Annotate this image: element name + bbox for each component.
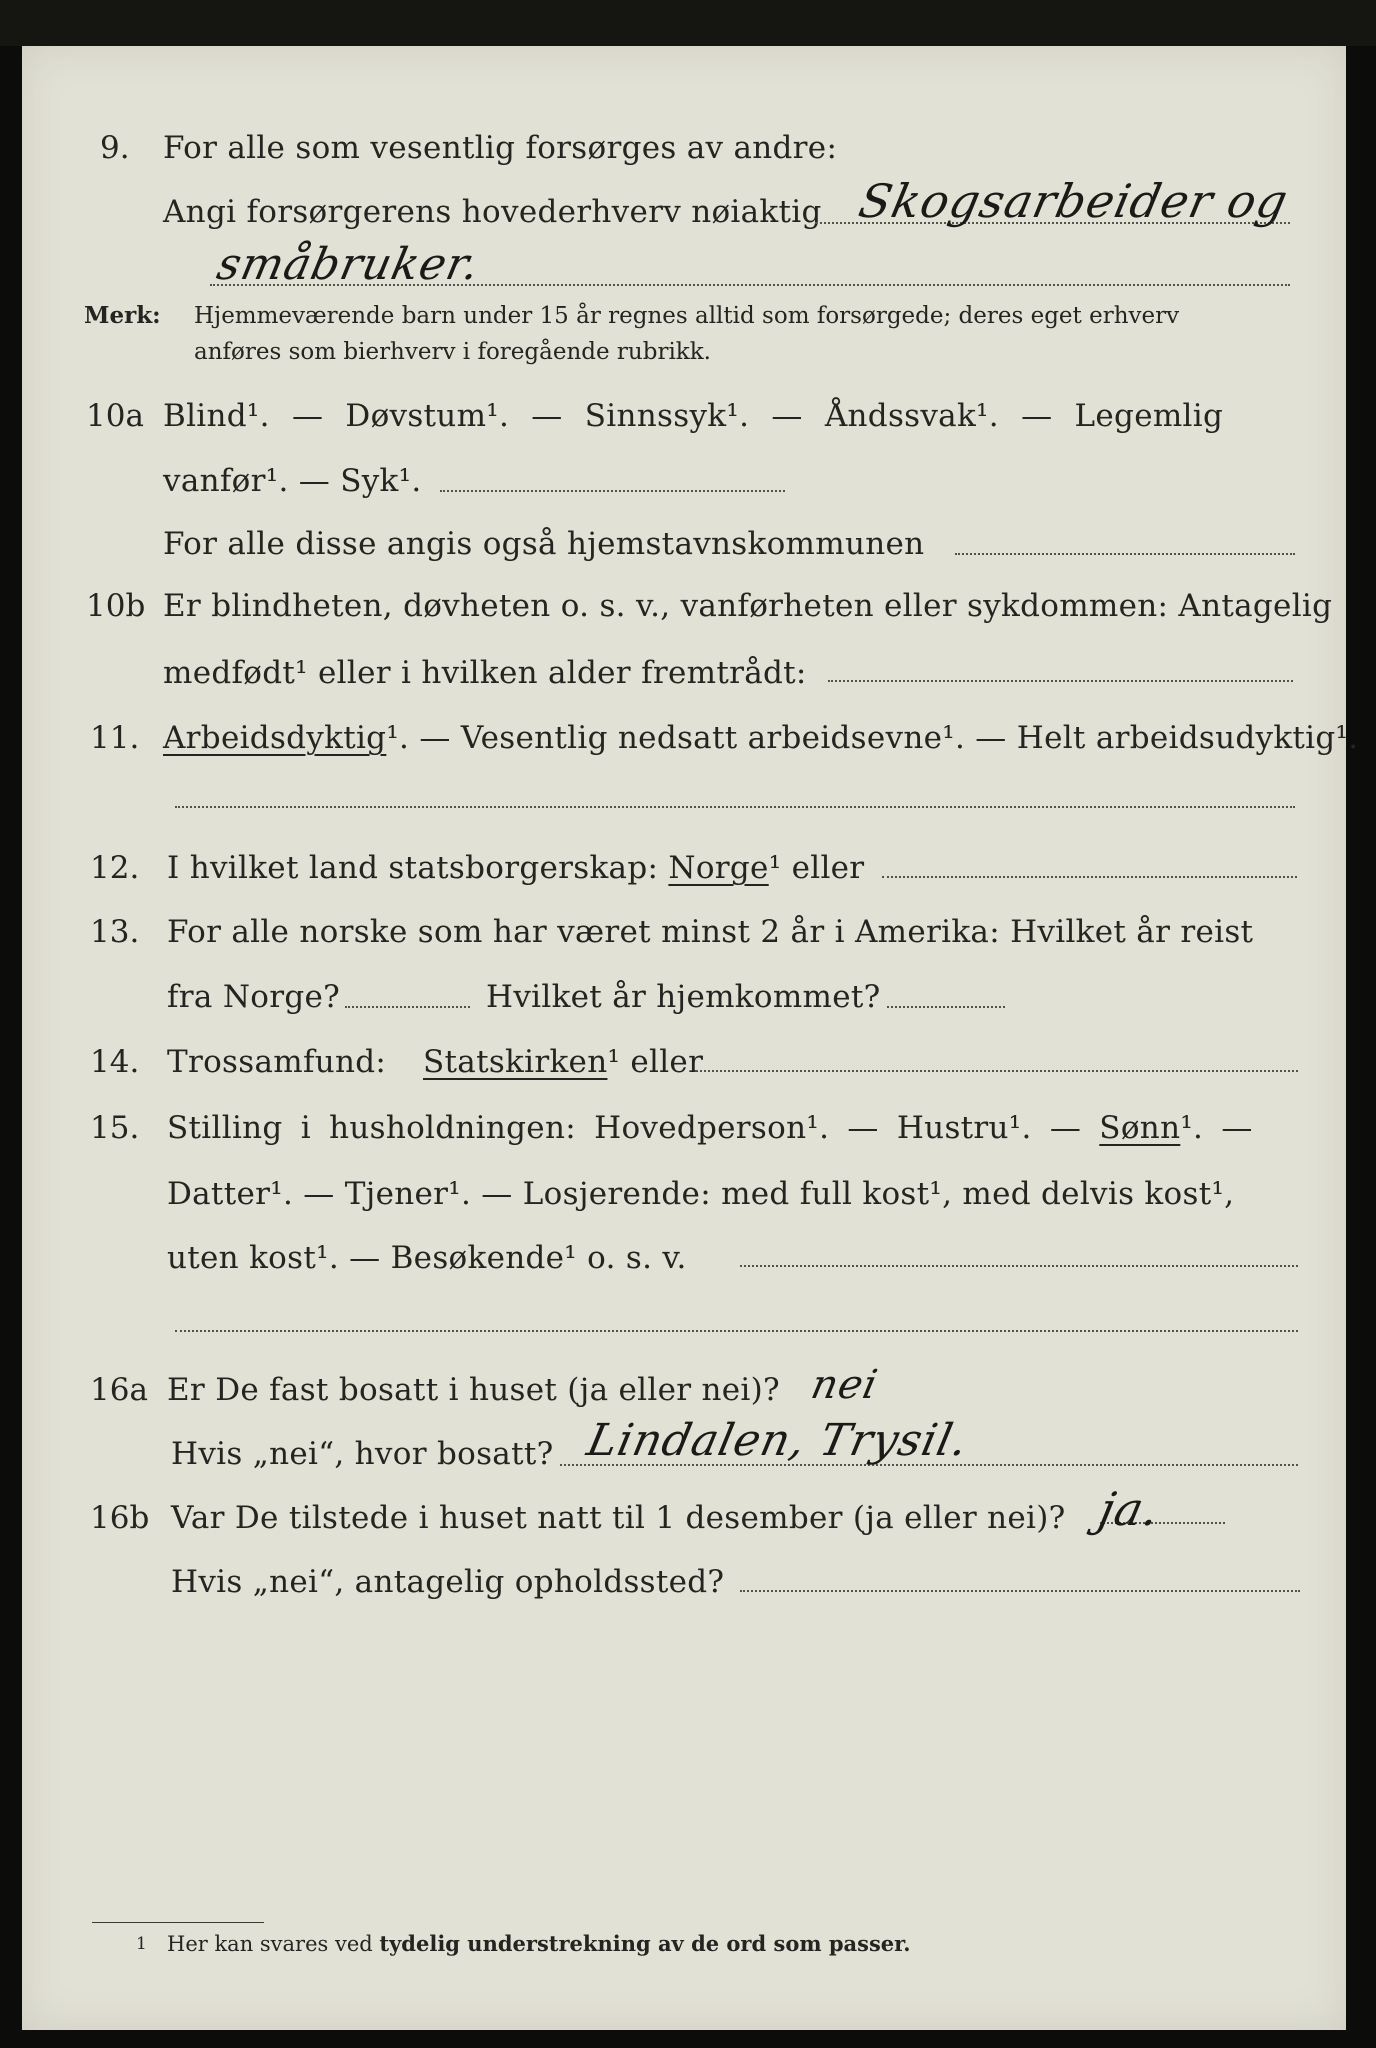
- q13-line2b: Hvilket år hjemkommet?: [486, 979, 881, 1015]
- q16a-number: 16a: [90, 1372, 148, 1408]
- q16a-handwritten-answer1: nei: [807, 1362, 883, 1408]
- q13-line1: For alle norske som har været minst 2 år i Amerika: Hvilket år reist: [167, 914, 1254, 950]
- q16b-number: 16b: [90, 1500, 150, 1536]
- q10a-kommune-line: [955, 553, 1295, 555]
- q15-line1b: ¹. —: [1180, 1110, 1253, 1146]
- q10a-syk-line: [440, 490, 785, 492]
- merk-line2: anføres som bierhverv i foregående rubrikk.: [194, 339, 711, 365]
- q10b-answer-line: [828, 680, 1293, 682]
- footnote-rule: [92, 1922, 264, 1923]
- merk-label: Merk:: [84, 302, 161, 329]
- q13-line2a: fra Norge?: [167, 979, 341, 1015]
- footnote-pre: Her kan svares ved: [167, 1932, 373, 1956]
- q15-number: 15.: [90, 1110, 140, 1146]
- q15-answer-line2: [175, 1330, 1298, 1332]
- q10a-line3: For alle disse angis også hjemstavnskommunen: [163, 526, 925, 562]
- q10b-line2: medfødt¹ eller i hvilken alder fremtrådt:: [163, 655, 807, 691]
- q10a-number: 10a: [86, 398, 144, 434]
- q15-option-sonn: Sønn: [1099, 1110, 1181, 1146]
- scan-border: [0, 0, 1376, 46]
- q11-option-arbeidsdyktig: Arbeidsdyktig: [163, 720, 387, 756]
- q14-number: 14.: [90, 1044, 140, 1080]
- q16b-opholdssted-line: [740, 1590, 1300, 1592]
- footnote-mark: 1: [136, 1934, 147, 1954]
- q14-text: [423, 1042, 703, 1082]
- q9-number: 9.: [100, 130, 130, 166]
- q9-handwritten-answer2: småbruker.: [212, 239, 485, 290]
- q15-line1: [167, 1108, 1253, 1148]
- q16a-line2: Hvis „nei“, hvor bosatt?: [171, 1436, 554, 1472]
- q11-number: 11.: [90, 720, 140, 756]
- q14-option-statskirken: Statskirken: [423, 1044, 608, 1080]
- q10b-line1: Er blindheten, døvheten o. s. v., vanførheten eller sykdommen: Antagelig: [163, 588, 1333, 624]
- q16b-line2: Hvis „nei“, antagelig opholdssted?: [171, 1564, 725, 1600]
- q14-pre: Trossamfund:: [167, 1044, 387, 1080]
- q15-line1a: Stilling i husholdningen: Hovedperson¹. — Hustru¹. —: [167, 1110, 1082, 1146]
- q14-answer-line: [695, 1070, 1298, 1072]
- q9-line2: Angi forsørgerens hovederhverv nøiaktig: [163, 194, 822, 230]
- footnote-bold: tydelig understrekning av de ord som passer.: [379, 1931, 911, 1956]
- q12-option-norge: Norge: [668, 850, 769, 886]
- q11-text: [163, 718, 1358, 758]
- q16a-handwritten-answer2: Lindalen, Trysil.: [582, 1415, 973, 1466]
- q12-number: 12.: [90, 850, 140, 886]
- q12-pre: I hvilket land statsborgerskap:: [167, 850, 659, 886]
- q10a-line2: vanfør¹. — Syk¹.: [163, 463, 422, 499]
- q10b-number: 10b: [86, 588, 146, 624]
- q12-answer-line: [882, 876, 1297, 878]
- q9-line1: For alle som vesentlig forsørges av andre:: [163, 130, 838, 166]
- q14-post: ¹ eller: [607, 1044, 704, 1080]
- q12-text: [167, 848, 864, 888]
- q10a-line1: Blind¹. — Døvstum¹. — Sinnssyk¹. — Åndssvak¹. — Legemlig: [163, 398, 1224, 434]
- q15-line2: Datter¹. — Tjener¹. — Losjerende: med full kost¹, med delvis kost¹,: [167, 1176, 1235, 1212]
- q9-handwritten-answer1: Skogsarbeider og: [854, 174, 1294, 228]
- q12-post: ¹ eller: [768, 850, 865, 886]
- q15-answer-line: [740, 1265, 1298, 1267]
- q13-hjem-line: [887, 1006, 1005, 1008]
- q16a-line1: Er De fast bosatt i huset (ja eller nei)?: [167, 1372, 780, 1408]
- q11-rest: ¹. — Vesentlig nedsatt arbeidsevne¹. — Helt arbeidsudyktig¹.: [386, 720, 1359, 756]
- q16b-handwritten-answer1: ja.: [1094, 1482, 1166, 1536]
- q15-line3: uten kost¹. — Besøkende¹ o. s. v.: [167, 1240, 687, 1276]
- footnote-text: [167, 1930, 911, 1958]
- merk-line1: Hjemmeværende barn under 15 år regnes alltid som forsørgede; deres eget erhverv: [194, 303, 1180, 329]
- q11-answer-line: [175, 806, 1295, 808]
- q13-number: 13.: [90, 914, 140, 950]
- q13-reist-line: [345, 1006, 470, 1008]
- q16b-line1: Var De tilstede i huset natt til 1 desember (ja eller nei)?: [171, 1500, 1066, 1536]
